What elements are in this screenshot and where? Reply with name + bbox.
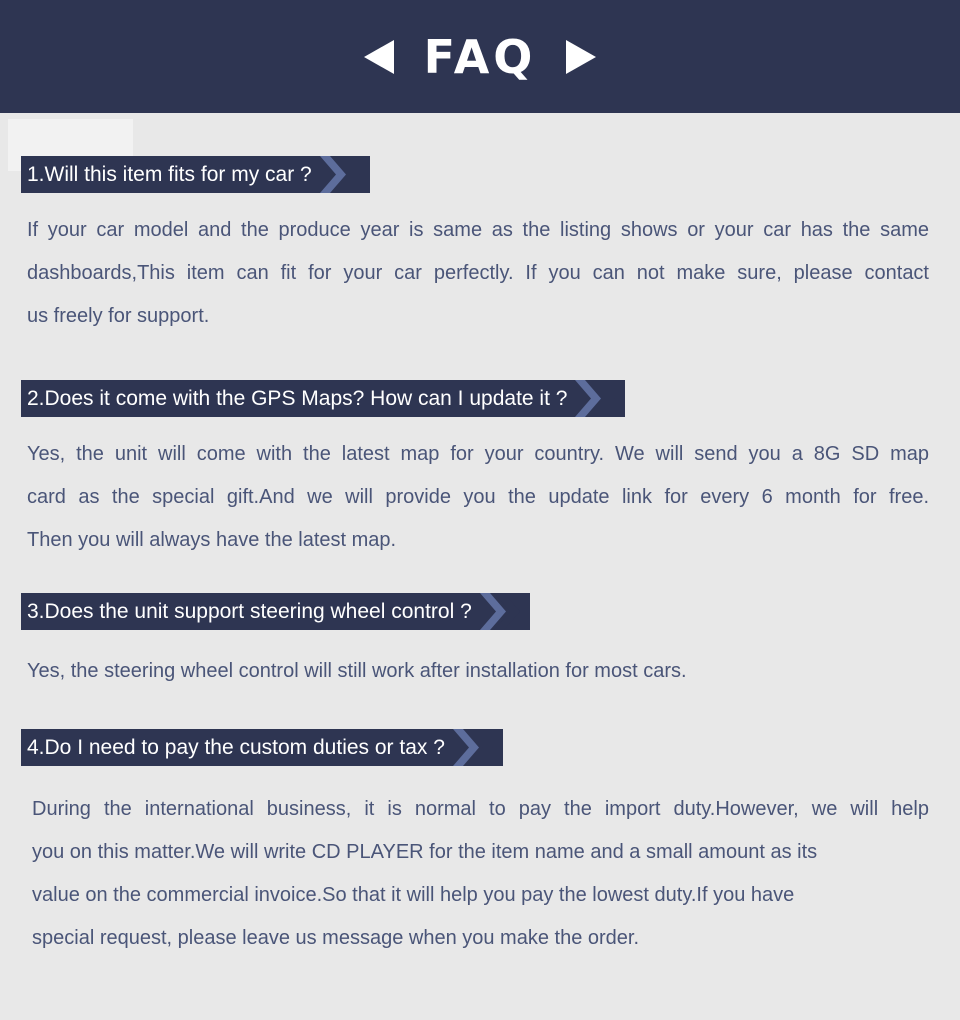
double-chevron-icon <box>453 729 503 766</box>
answer-2 <box>27 433 929 562</box>
question-text: 3.Does the unit support steering wheel control ? <box>27 600 472 623</box>
question-text: 4.Do I need to pay the custom duties or tax ? <box>27 736 445 759</box>
answer-line: During the international business, it is normal to pay the import duty.However, we will help <box>32 798 929 820</box>
answer-line: us freely for support. <box>27 305 210 327</box>
faq-title-group <box>0 0 960 113</box>
question-bar-4 <box>21 729 503 766</box>
answer-line: Then you will always have the latest map. <box>27 529 397 551</box>
question-bar-3 <box>21 593 530 630</box>
double-chevron-icon <box>320 156 370 193</box>
answer-line: card as the special gift.And we will provide you the update link for every 6 month for free. <box>27 486 929 508</box>
answer-line: special request, please leave us message when you make the order. <box>32 927 640 949</box>
answer-line: you on this matter.We will write CD PLAYER for the item name and a small amount as its <box>32 841 818 863</box>
double-chevron-icon <box>480 593 530 630</box>
triangle-right-icon <box>566 40 596 74</box>
answer-line: If your car model and the produce year is same as the listing shows or your car has the same <box>27 219 929 241</box>
answer-line: Yes, the steering wheel control will still work after installation for most cars. <box>27 660 687 682</box>
question-bar-1 <box>21 156 370 193</box>
answer-line: value on the commercial invoice.So that it will help you pay the lowest duty.If you have <box>32 884 795 906</box>
question-bar-2 <box>21 380 625 417</box>
triangle-left-icon <box>364 40 394 74</box>
question-text: 1.Will this item fits for my car ? <box>27 163 312 186</box>
answer-line: dashboards,This item can fit for your car perfectly. If you can not make sure, please contact <box>27 262 929 284</box>
double-chevron-icon <box>575 380 625 417</box>
question-text: 2.Does it come with the GPS Maps? How can I update it ? <box>27 387 568 410</box>
answer-line: Yes, the unit will come with the latest map for your country. We will send you a 8G SD map <box>27 443 929 465</box>
answer-3 <box>27 650 929 693</box>
answer-4 <box>32 788 929 960</box>
page-title: FAQ <box>423 29 537 84</box>
answer-1 <box>27 209 929 338</box>
